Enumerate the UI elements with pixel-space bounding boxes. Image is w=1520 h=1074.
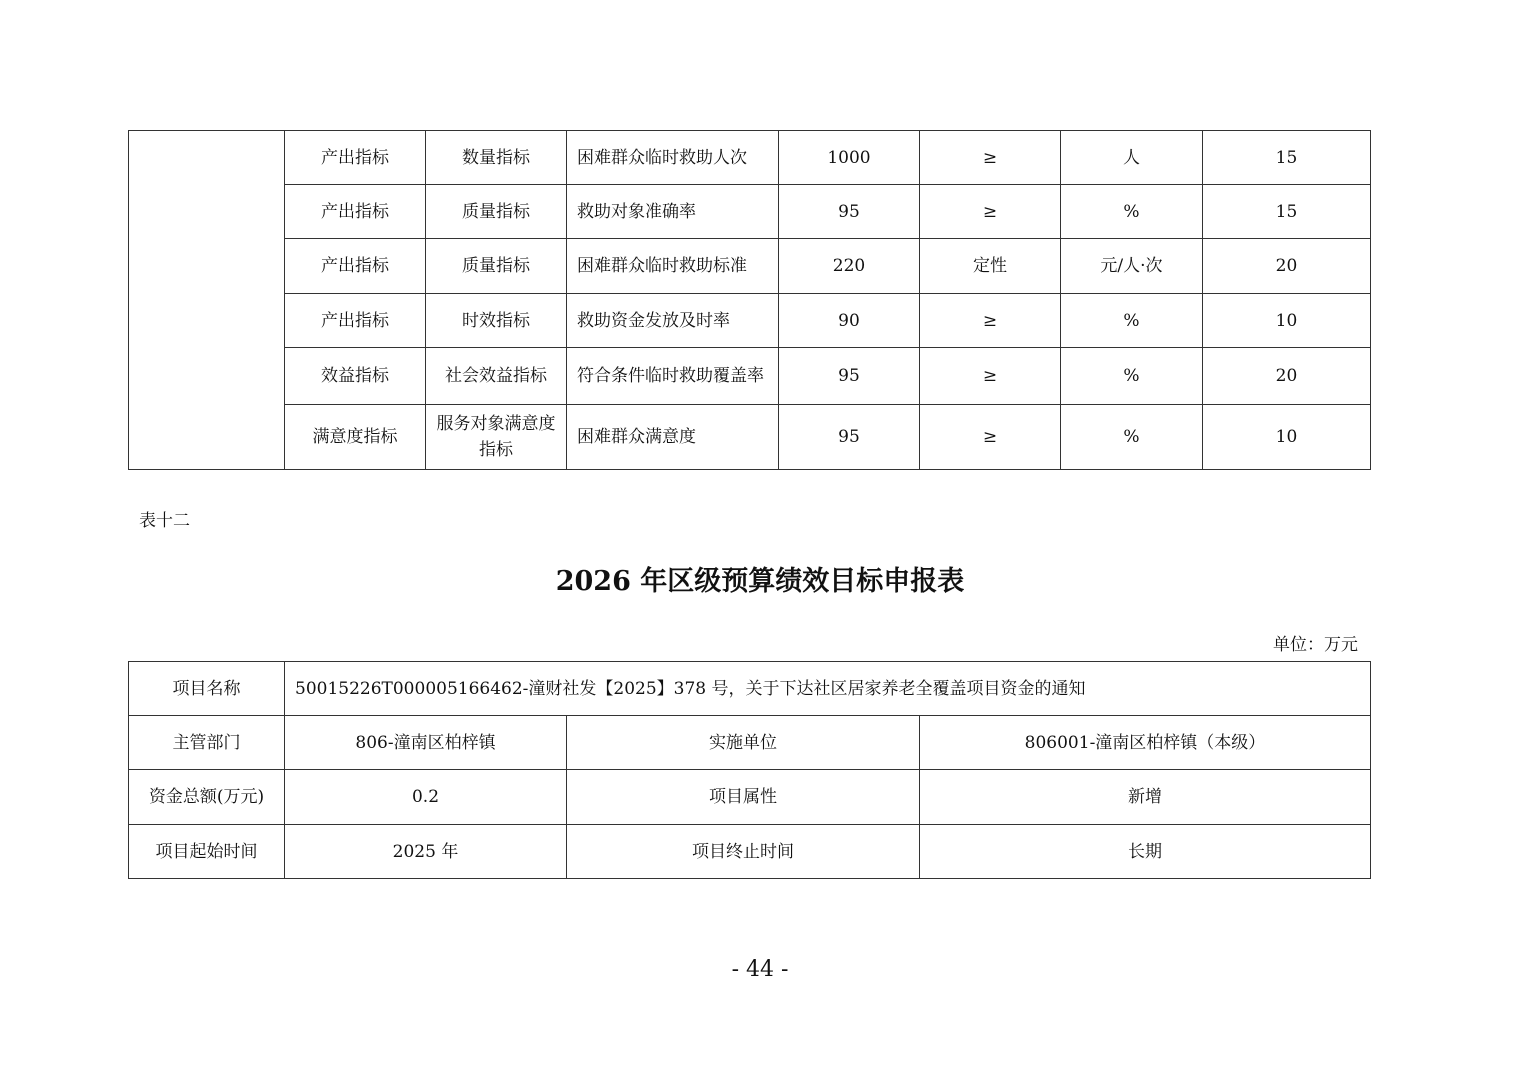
level3-indicator-cell: 救助资金发放及时率 [567,294,779,348]
indicator-empty-cell [129,131,285,470]
level1-indicator-cell: 产出指标 [285,239,426,294]
unit-cell: 人 [1061,131,1203,185]
indicator-row [129,131,1371,185]
target-value-cell: 95 [779,185,920,239]
level3-indicator-cell: 困难群众临时救助人次 [567,131,779,185]
start-time-label: 项目起始时间 [129,825,285,879]
info-row [129,716,1371,770]
operator-cell: ≥ [920,294,1061,348]
unit-cell: % [1061,348,1203,405]
unit-cell: 元/人·次 [1061,239,1203,294]
level1-indicator-cell: 产出指标 [285,131,426,185]
page-title: 2026 年区级预算绩效目标申报表 [555,566,965,597]
impl-unit-label: 实施单位 [567,716,920,770]
project-info-table [128,661,1371,879]
operator-cell: ≥ [920,131,1061,185]
attribute-label: 项目属性 [567,770,920,825]
weight-cell: 10 [1203,294,1371,348]
level3-indicator-cell: 符合条件临时救助覆盖率 [567,348,779,405]
operator-cell: ≥ [920,348,1061,405]
unit-cell: % [1061,294,1203,348]
level2-indicator-cell: 时效指标 [426,294,567,348]
target-value-cell: 90 [779,294,920,348]
table-caption: 表十二 [139,511,190,531]
indicator-table [128,130,1371,470]
info-row [129,770,1371,825]
level1-indicator-cell: 产出指标 [285,185,426,239]
target-value-cell: 220 [779,239,920,294]
level3-indicator-cell: 困难群众临时救助标准 [567,239,779,294]
level3-indicator-cell: 救助对象准确率 [567,185,779,239]
start-time-value: 2025 年 [285,825,567,879]
fund-total-value: 0.2 [285,770,567,825]
level2-indicator-cell: 服务对象满意度指标 [426,405,567,470]
indicator-row [129,405,1371,470]
operator-cell: ≥ [920,405,1061,470]
end-time-label: 项目终止时间 [567,825,920,879]
weight-cell: 20 [1203,348,1371,405]
level1-indicator-cell: 产出指标 [285,294,426,348]
project-name-label: 项目名称 [129,662,285,716]
info-row [129,825,1371,879]
unit-cell: % [1061,185,1203,239]
dept-value: 806-潼南区柏梓镇 [285,716,567,770]
level1-indicator-cell: 效益指标 [285,348,426,405]
indicator-row [129,185,1371,239]
target-value-cell: 1000 [779,131,920,185]
operator-cell: 定性 [920,239,1061,294]
attribute-value: 新增 [920,770,1371,825]
level2-indicator-cell: 数量指标 [426,131,567,185]
level2-indicator-cell: 社会效益指标 [426,348,567,405]
fund-total-label: 资金总额(万元) [129,770,285,825]
level1-indicator-cell: 满意度指标 [285,405,426,470]
info-row [129,662,1371,716]
unit-cell: % [1061,405,1203,470]
level2-indicator-cell: 质量指标 [426,185,567,239]
target-value-cell: 95 [779,405,920,470]
indicator-row [129,239,1371,294]
level2-indicator-cell: 质量指标 [426,239,567,294]
weight-cell: 10 [1203,405,1371,470]
impl-unit-value: 806001-潼南区柏梓镇（本级） [920,716,1371,770]
project-name-value: 50015226T000005166462-潼财社发【2025】378 号，关于下达社区居家养老全覆盖项目资金的通知 [285,662,1371,716]
indicator-row [129,294,1371,348]
weight-cell: 15 [1203,131,1371,185]
weight-cell: 15 [1203,185,1371,239]
target-value-cell: 95 [779,348,920,405]
dept-label: 主管部门 [129,716,285,770]
end-time-value: 长期 [920,825,1371,879]
level3-indicator-cell: 困难群众满意度 [567,405,779,470]
indicator-row [129,348,1371,405]
operator-cell: ≥ [920,185,1061,239]
page-number: - 44 - [731,957,789,982]
weight-cell: 20 [1203,239,1371,294]
unit-label: 单位：万元 [1273,635,1358,655]
